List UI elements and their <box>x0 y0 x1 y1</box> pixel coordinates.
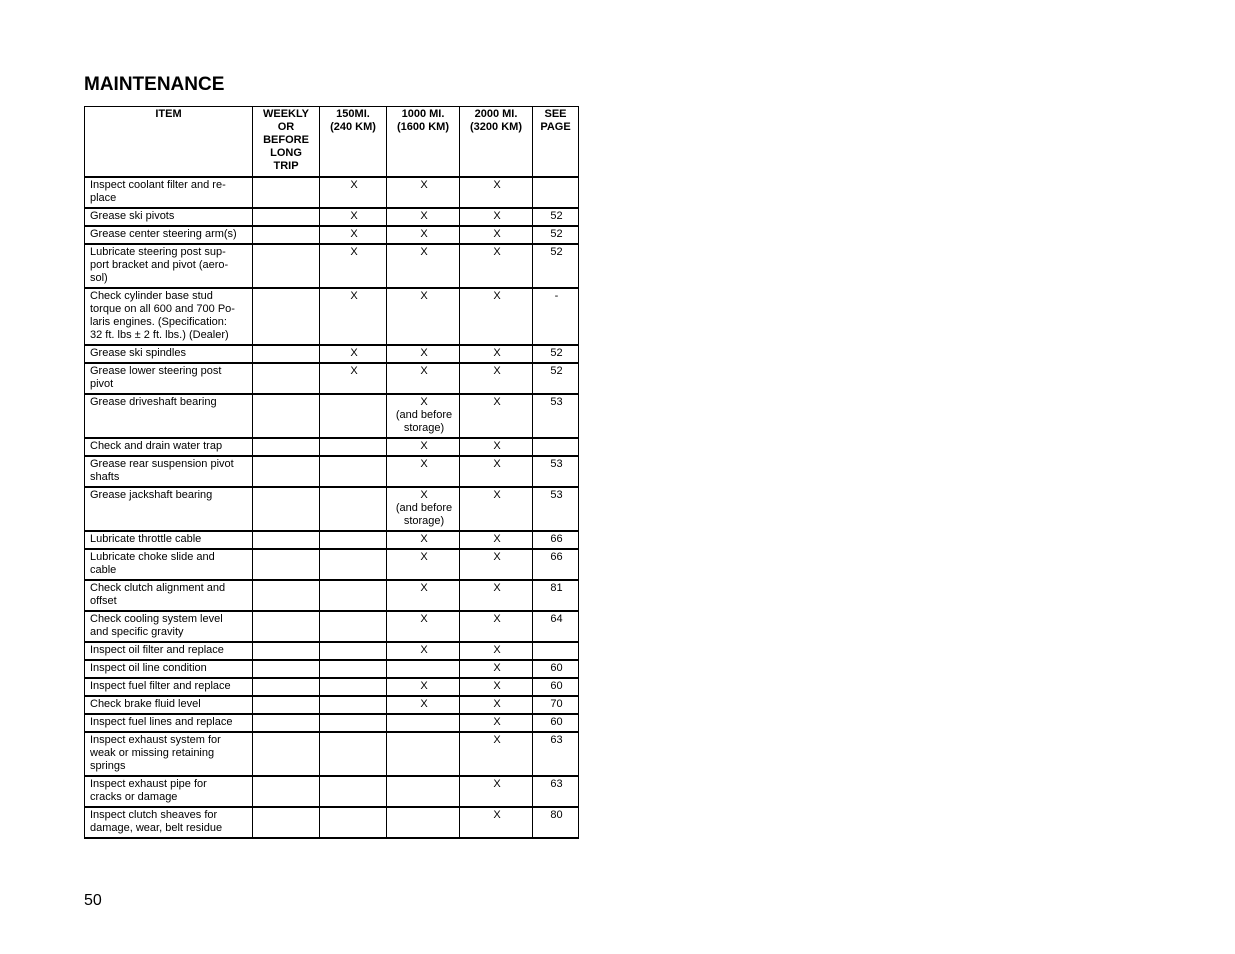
cell-1000mi: X <box>387 288 460 345</box>
cell-item: Grease center steering arm(s) <box>85 226 253 244</box>
table-row <box>85 208 579 226</box>
cell-1000mi: X <box>387 226 460 244</box>
cell-see-page: 52 <box>533 226 579 244</box>
table-row <box>85 288 579 345</box>
cell-item: Grease ski pivots <box>85 208 253 226</box>
cell-see-page: 53 <box>533 487 579 531</box>
cell-weekly <box>253 177 320 208</box>
column-header-1000mi: 1000 MI. (1600 KM) <box>387 107 460 178</box>
cell-2000mi: X <box>460 345 533 363</box>
cell-150mi <box>320 394 387 438</box>
cell-weekly <box>253 345 320 363</box>
cell-see-page: 63 <box>533 776 579 807</box>
cell-150mi: X <box>320 244 387 288</box>
cell-weekly <box>253 487 320 531</box>
cell-2000mi: X <box>460 244 533 288</box>
cell-item: Inspect clutch sheaves for damage, wear, belt residue <box>85 807 253 838</box>
cell-1000mi <box>387 776 460 807</box>
cell-see-page: 70 <box>533 696 579 714</box>
table-row <box>85 714 579 732</box>
cell-item: Check cooling system level and specific gravity <box>85 611 253 642</box>
cell-item: Grease ski spindles <box>85 345 253 363</box>
cell-150mi <box>320 531 387 549</box>
cell-see-page: 66 <box>533 549 579 580</box>
cell-1000mi <box>387 807 460 838</box>
cell-1000mi: X <box>387 456 460 487</box>
cell-2000mi: X <box>460 363 533 394</box>
cell-1000mi: X <box>387 678 460 696</box>
cell-150mi <box>320 438 387 456</box>
table-row <box>85 456 579 487</box>
table-row <box>85 642 579 660</box>
cell-1000mi: X (and before storage) <box>387 394 460 438</box>
cell-weekly <box>253 394 320 438</box>
cell-item: Inspect coolant filter and re- place <box>85 177 253 208</box>
table-row <box>85 226 579 244</box>
cell-weekly <box>253 696 320 714</box>
cell-150mi <box>320 580 387 611</box>
cell-150mi <box>320 776 387 807</box>
cell-see-page: 60 <box>533 678 579 696</box>
cell-weekly <box>253 660 320 678</box>
cell-1000mi: X <box>387 580 460 611</box>
table-row <box>85 394 579 438</box>
cell-1000mi: X <box>387 177 460 208</box>
column-header-item: ITEM <box>85 107 253 178</box>
cell-item: Grease lower steering post pivot <box>85 363 253 394</box>
cell-weekly <box>253 807 320 838</box>
cell-2000mi: X <box>460 531 533 549</box>
cell-2000mi: X <box>460 177 533 208</box>
table-row <box>85 678 579 696</box>
cell-weekly <box>253 288 320 345</box>
cell-2000mi: X <box>460 732 533 776</box>
cell-weekly <box>253 611 320 642</box>
cell-2000mi: X <box>460 660 533 678</box>
cell-weekly <box>253 642 320 660</box>
table-row <box>85 531 579 549</box>
cell-150mi <box>320 487 387 531</box>
cell-weekly <box>253 580 320 611</box>
cell-150mi <box>320 678 387 696</box>
table-header-row <box>85 107 579 178</box>
cell-2000mi: X <box>460 580 533 611</box>
cell-item: Inspect exhaust pipe for cracks or damage <box>85 776 253 807</box>
cell-see-page: 66 <box>533 531 579 549</box>
cell-see-page: 64 <box>533 611 579 642</box>
cell-see-page <box>533 642 579 660</box>
cell-item: Grease jackshaft bearing <box>85 487 253 531</box>
cell-item: Inspect fuel lines and replace <box>85 714 253 732</box>
cell-weekly <box>253 678 320 696</box>
column-header-2000mi: 2000 MI. (3200 KM) <box>460 107 533 178</box>
cell-weekly <box>253 714 320 732</box>
cell-1000mi: X <box>387 363 460 394</box>
cell-150mi <box>320 456 387 487</box>
cell-2000mi: X <box>460 208 533 226</box>
cell-150mi <box>320 611 387 642</box>
table-row <box>85 549 579 580</box>
table-row <box>85 438 579 456</box>
table-row <box>85 660 579 678</box>
cell-150mi: X <box>320 226 387 244</box>
cell-item: Inspect exhaust system for weak or missing retaining springs <box>85 732 253 776</box>
cell-1000mi <box>387 660 460 678</box>
cell-see-page: 81 <box>533 580 579 611</box>
cell-2000mi: X <box>460 394 533 438</box>
cell-1000mi: X <box>387 244 460 288</box>
cell-item: Check cylinder base stud torque on all 600 and 700 Po- laris engines. (Specification: 32 ft. lbs ± 2 ft. lbs.) (Dealer) <box>85 288 253 345</box>
cell-see-page: 60 <box>533 660 579 678</box>
cell-2000mi: X <box>460 288 533 345</box>
cell-1000mi: X <box>387 345 460 363</box>
cell-weekly <box>253 549 320 580</box>
cell-2000mi: X <box>460 696 533 714</box>
table-row <box>85 611 579 642</box>
cell-2000mi: X <box>460 226 533 244</box>
cell-item: Grease rear suspension pivot shafts <box>85 456 253 487</box>
cell-see-page: 52 <box>533 208 579 226</box>
cell-150mi <box>320 696 387 714</box>
cell-2000mi: X <box>460 487 533 531</box>
cell-see-page: 53 <box>533 394 579 438</box>
cell-item: Inspect oil line condition <box>85 660 253 678</box>
table-row <box>85 244 579 288</box>
cell-2000mi: X <box>460 549 533 580</box>
cell-1000mi: X <box>387 438 460 456</box>
cell-150mi: X <box>320 288 387 345</box>
cell-2000mi: X <box>460 642 533 660</box>
cell-1000mi: X <box>387 208 460 226</box>
cell-150mi <box>320 732 387 776</box>
cell-see-page: 52 <box>533 345 579 363</box>
cell-see-page <box>533 438 579 456</box>
cell-see-page: 80 <box>533 807 579 838</box>
column-header-see-page: SEE PAGE <box>533 107 579 178</box>
cell-2000mi: X <box>460 456 533 487</box>
column-header-weekly: WEEKLY OR BEFORE LONG TRIP <box>253 107 320 178</box>
cell-150mi: X <box>320 363 387 394</box>
cell-150mi: X <box>320 208 387 226</box>
cell-1000mi: X <box>387 531 460 549</box>
cell-see-page: - <box>533 288 579 345</box>
cell-weekly <box>253 244 320 288</box>
cell-150mi: X <box>320 345 387 363</box>
cell-weekly <box>253 208 320 226</box>
cell-weekly <box>253 732 320 776</box>
cell-see-page: 52 <box>533 244 579 288</box>
table-row <box>85 807 579 838</box>
table-row <box>85 696 579 714</box>
page-title: MAINTENANCE <box>84 74 225 95</box>
cell-see-page: 52 <box>533 363 579 394</box>
cell-2000mi: X <box>460 776 533 807</box>
page-number: 50 <box>84 892 102 909</box>
table-row <box>85 776 579 807</box>
maintenance-table <box>84 106 579 839</box>
cell-see-page: 53 <box>533 456 579 487</box>
cell-see-page: 60 <box>533 714 579 732</box>
cell-item: Lubricate choke slide and cable <box>85 549 253 580</box>
table-row <box>85 732 579 776</box>
cell-weekly <box>253 363 320 394</box>
cell-item: Check and drain water trap <box>85 438 253 456</box>
cell-item: Inspect fuel filter and replace <box>85 678 253 696</box>
cell-1000mi <box>387 714 460 732</box>
table-row <box>85 345 579 363</box>
cell-1000mi: X <box>387 611 460 642</box>
cell-item: Lubricate steering post sup- port bracket and pivot (aero- sol) <box>85 244 253 288</box>
table-body <box>85 177 579 838</box>
cell-150mi <box>320 807 387 838</box>
column-header-150mi: 150MI. (240 KM) <box>320 107 387 178</box>
cell-1000mi: X (and before storage) <box>387 487 460 531</box>
table-row <box>85 487 579 531</box>
cell-2000mi: X <box>460 438 533 456</box>
cell-2000mi: X <box>460 807 533 838</box>
table-row <box>85 580 579 611</box>
table-row <box>85 177 579 208</box>
table-row <box>85 363 579 394</box>
cell-item: Grease driveshaft bearing <box>85 394 253 438</box>
cell-2000mi: X <box>460 611 533 642</box>
cell-weekly <box>253 776 320 807</box>
cell-weekly <box>253 438 320 456</box>
cell-2000mi: X <box>460 714 533 732</box>
cell-item: Inspect oil filter and replace <box>85 642 253 660</box>
cell-item: Check brake fluid level <box>85 696 253 714</box>
cell-1000mi: X <box>387 549 460 580</box>
cell-1000mi: X <box>387 696 460 714</box>
cell-150mi <box>320 549 387 580</box>
cell-weekly <box>253 456 320 487</box>
cell-item: Lubricate throttle cable <box>85 531 253 549</box>
cell-150mi <box>320 660 387 678</box>
cell-weekly <box>253 531 320 549</box>
cell-see-page <box>533 177 579 208</box>
cell-see-page: 63 <box>533 732 579 776</box>
cell-weekly <box>253 226 320 244</box>
cell-2000mi: X <box>460 678 533 696</box>
cell-150mi: X <box>320 177 387 208</box>
cell-item: Check clutch alignment and offset <box>85 580 253 611</box>
cell-1000mi <box>387 732 460 776</box>
cell-1000mi: X <box>387 642 460 660</box>
cell-150mi <box>320 714 387 732</box>
cell-150mi <box>320 642 387 660</box>
